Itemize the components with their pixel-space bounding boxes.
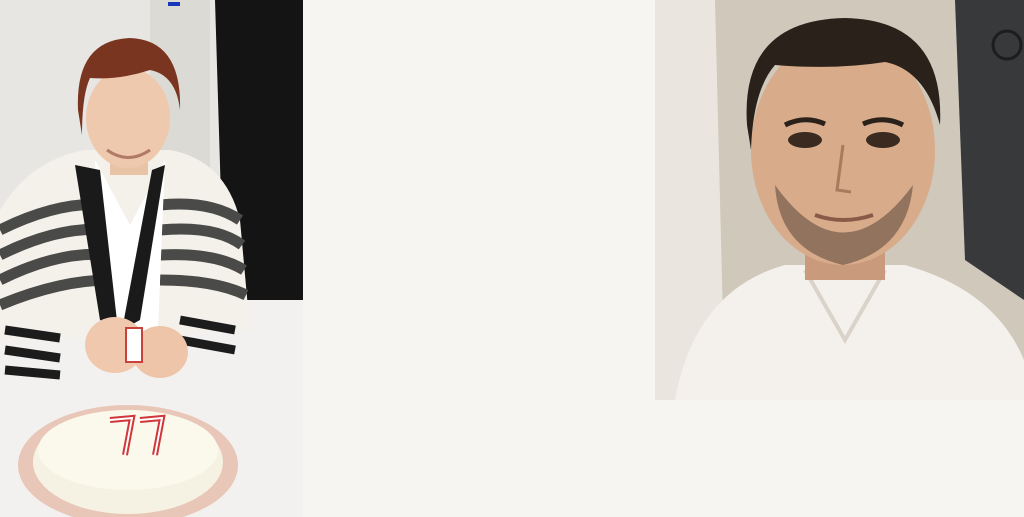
photo-credit-label	[168, 2, 180, 6]
man-portrait-illustration	[655, 0, 1024, 400]
photo-woman-with-cake	[0, 0, 303, 517]
woman-with-cake-illustration	[0, 0, 303, 517]
document-text-bottom	[303, 400, 1024, 517]
photo-man-portrait	[655, 0, 1024, 400]
